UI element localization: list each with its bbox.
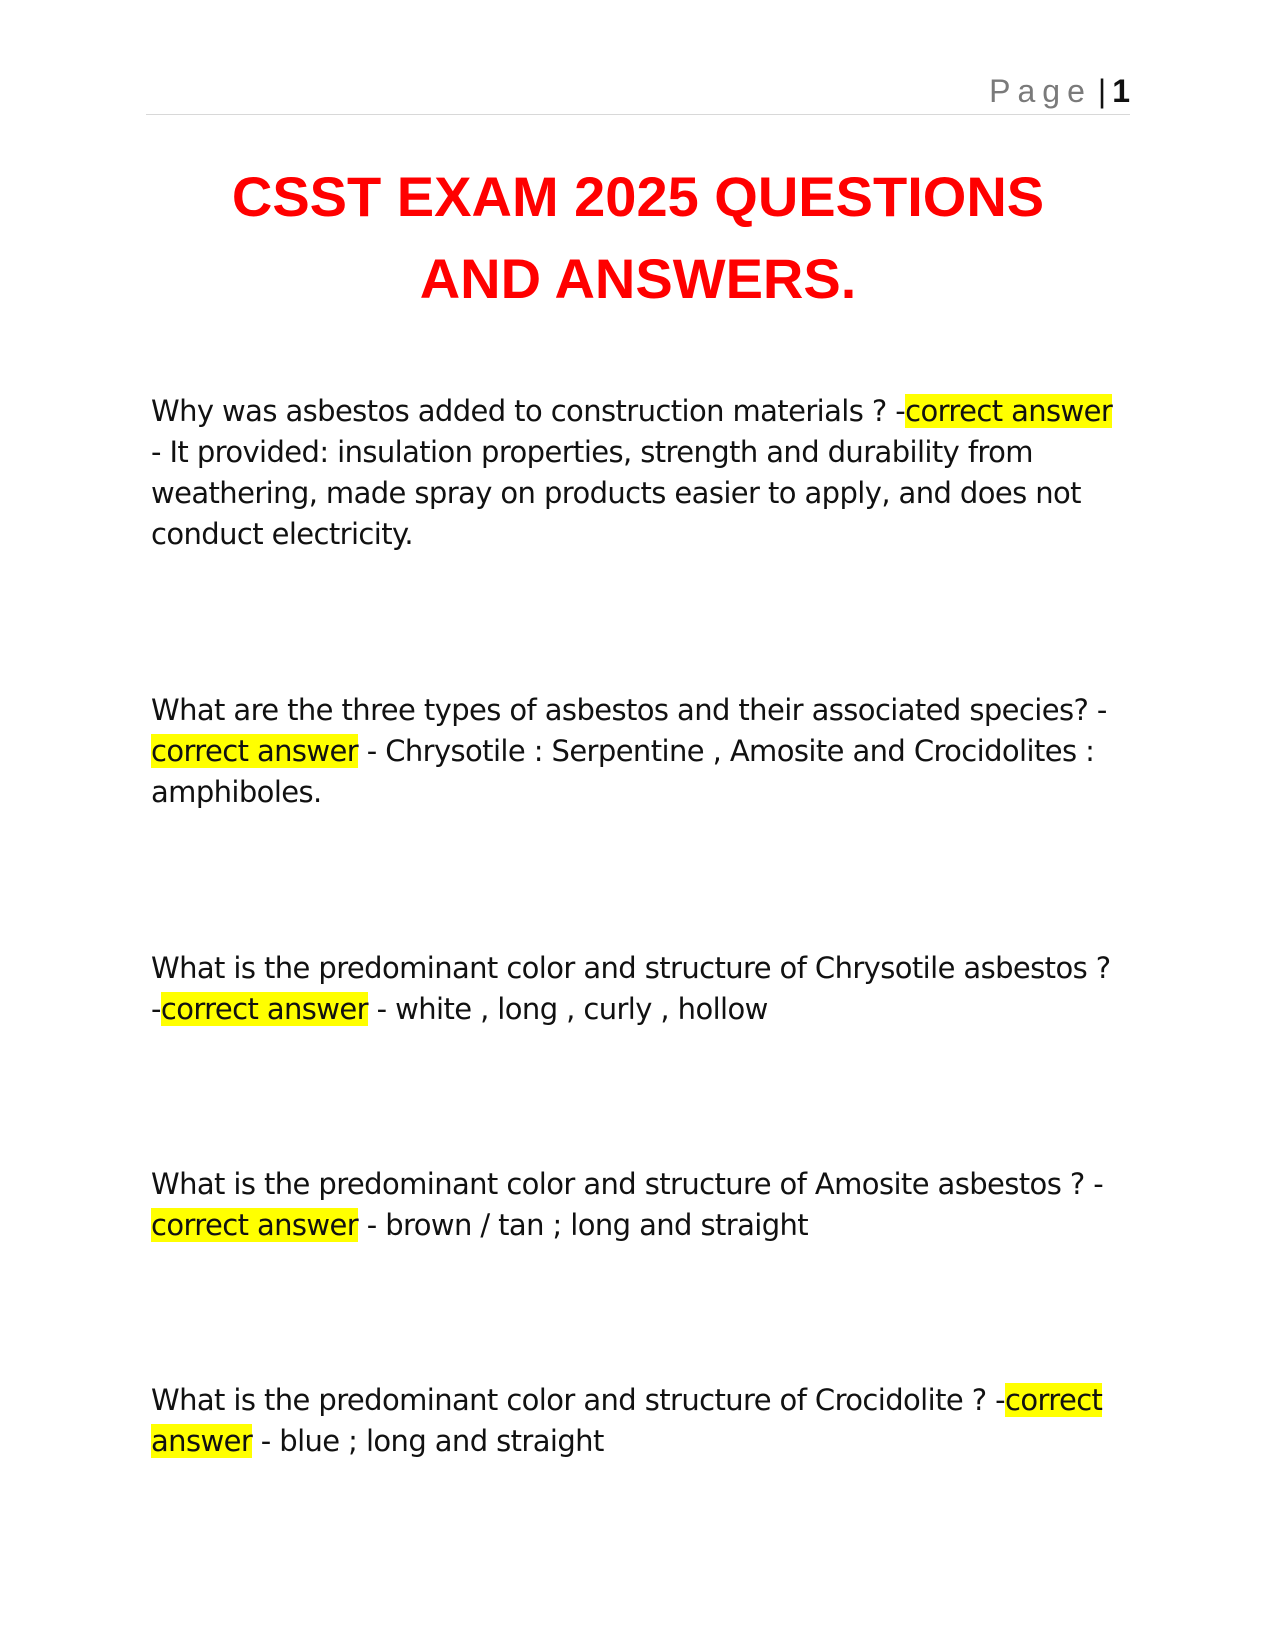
qa-item-1 [151, 391, 1121, 555]
question-text: What is the predominant color and structure of Chrysotile asbestos ? - [151, 951, 1111, 1026]
question-text: Why was asbestos added to construction materials ? - [151, 394, 906, 428]
answer-text: - It provided: insulation properties, strength and durability from weathering, made spray on products easier to apply, and does not conduct electricity. [151, 435, 1081, 551]
question-text: What are the three types of asbestos and their associated species? - [151, 693, 1107, 727]
title-line-1: CSST EXAM 2025 QUESTIONS [231, 165, 1045, 228]
answer-text: - brown / tan ; long and straight [358, 1208, 809, 1242]
qa-item-4 [151, 1164, 1121, 1246]
question-text: What is the predominant color and structure of Amosite asbestos ? - [151, 1167, 1104, 1201]
qa-item-3 [151, 948, 1121, 1030]
page-header [146, 70, 1130, 115]
answer-text: - Chrysotile : Serpentine , Amosite and Crocidolites : amphiboles. [151, 734, 1095, 809]
correct-answer-highlight: correct answer [905, 394, 1113, 428]
page-number: 1 [1112, 73, 1130, 109]
answer-text: - blue ; long and straight [252, 1424, 604, 1458]
page-number-indicator [989, 73, 1130, 109]
correct-answer-highlight: correct answer [151, 734, 359, 768]
correct-answer-highlight: correct answer [151, 1383, 1103, 1458]
qa-item-5 [151, 1380, 1121, 1462]
qa-item-2 [151, 690, 1121, 813]
question-text: What is the predominant color and structure of Crocidolite ? - [151, 1383, 1005, 1417]
page-separator: | [1097, 73, 1107, 109]
document-title [146, 156, 1130, 320]
title-line-2: AND ANSWERS. [419, 247, 857, 310]
answer-text: - white , long , curly , hollow [367, 992, 768, 1026]
page-label: Page [989, 73, 1092, 109]
correct-answer-highlight: correct answer [151, 1208, 359, 1242]
correct-answer-highlight: correct answer [160, 992, 368, 1026]
